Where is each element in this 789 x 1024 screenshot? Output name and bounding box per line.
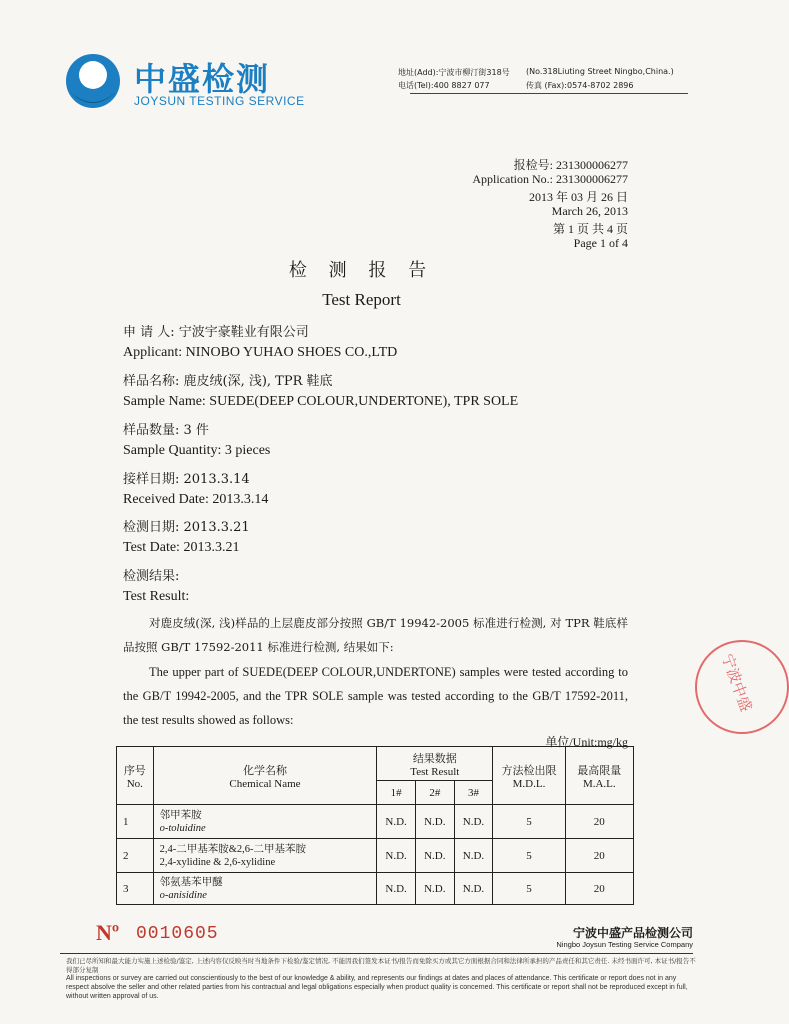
header-no-cn: 序号 [123, 764, 146, 777]
header-mdl-cn: 方法检出限 [501, 764, 557, 777]
application-no: Application No.: 231300006277 [472, 172, 628, 186]
footer-notice-en: All inspections or survey are carried out conscientiously to the best of our knowledge & ability, and represents our findings at dates and places of attendance. This certificate or report does not in any respect absolve the seller and other related parties from his contractual and legal obligations especially when product quality is concerned. This certificate or report shall not be reproduced except in full, without written approval of us. [66, 975, 688, 1000]
test-date-cn: 检测日期: 2013.3.21 [123, 520, 250, 535]
header-no [117, 747, 154, 805]
row-chemical [153, 873, 377, 905]
header-mal [565, 747, 633, 805]
header-sample-3: 3# [454, 781, 493, 805]
test-date-en: Test Date: 2013.3.21 [123, 540, 240, 555]
report-no: 报检号: 231300006277 [513, 158, 628, 172]
row-result-3: N.D. [454, 873, 493, 905]
stamp-text: 宁波中盛 [717, 651, 756, 714]
row-result-1: N.D. [377, 873, 416, 905]
applicant-en: Applicant: NINOBO YUHAO SHOES CO.,LTD [123, 345, 398, 360]
sample-quantity-en: Sample Quantity: 3 pieces [123, 443, 271, 458]
footer-divider [60, 953, 693, 954]
address-cn: 地址(Add):宁波市柳汀街318号 [398, 68, 510, 77]
header-divider [410, 93, 688, 94]
row-chemical-en: o-toluidine [159, 822, 206, 834]
header-mal-cn: 最高限量 [577, 764, 622, 777]
header-test-result [377, 747, 493, 781]
table-row [117, 873, 634, 905]
table-row [117, 805, 634, 839]
table-header-row [117, 747, 634, 781]
row-result-2: N.D. [415, 805, 454, 839]
header-result-cn: 结果数据 [412, 752, 457, 765]
row-chemical-en: o-anisidine [159, 889, 207, 901]
title-en: Test Report [322, 290, 401, 309]
result-paragraph-cn: 对鹿皮绒(深, 浅)样品的上层鹿皮部分按照 GB/T 19942-2005 标准进行检测, 对 TPR 鞋底样品按照 GB/T 17592-2011 标准进行检测, 结果如下: [123, 616, 628, 654]
date-cn: 2013 年 03 月 26 日 [528, 190, 628, 204]
header-sample-1: 1# [377, 781, 416, 805]
header-name-cn: 化学名称 [242, 764, 287, 777]
address-en: (No.318Liuting Street Ningbo,China.) [526, 67, 674, 76]
company-name-cn: 宁波中盛产品检测公司 [572, 926, 693, 940]
row-chemical-cn: 2,4-二甲基苯胺&2,6-二甲基苯胺 [159, 843, 307, 855]
header-mdl-en: M.D.L. [512, 777, 546, 790]
row-result-2: N.D. [415, 873, 454, 905]
sample-quantity-cn: 样品数量: 3 件 [123, 423, 209, 438]
date-en: March 26, 2013 [551, 204, 628, 218]
page-cn: 第 1 页 共 4 页 [552, 222, 628, 236]
row-mdl: 5 [493, 839, 565, 873]
row-mdl: 5 [493, 873, 565, 905]
row-chemical [153, 805, 377, 839]
serial-number: 0010605 [136, 924, 219, 944]
tel: 电话(Tel):400 8827 077 [398, 81, 490, 90]
company-logo-icon [64, 52, 122, 114]
row-result-2: N.D. [415, 839, 454, 873]
header-mal-en: M.A.L. [582, 777, 616, 790]
row-chemical [153, 839, 377, 873]
applicant-cn: 申 请 人: 宁波宇豪鞋业有限公司 [123, 325, 309, 340]
received-date-cn: 接样日期: 2013.3.14 [123, 472, 250, 487]
serial-number-label: Nº [96, 920, 120, 945]
header-mdl [493, 747, 565, 805]
row-mal: 20 [565, 873, 633, 905]
unit-label: 单位/Unit:mg/kg [545, 735, 628, 749]
row-result-3: N.D. [454, 805, 493, 839]
page-en: Page 1 of 4 [573, 236, 628, 250]
row-mal: 20 [565, 839, 633, 873]
row-result-1: N.D. [377, 805, 416, 839]
row-result-1: N.D. [377, 839, 416, 873]
received-date-en: Received Date: 2013.3.14 [123, 492, 269, 507]
sample-name-cn: 样品名称: 鹿皮绒(深, 浅), TPR 鞋底 [123, 374, 333, 389]
row-no: 2 [117, 839, 154, 873]
row-chemical-en: 2,4-xylidine & 2,6-xylidine [159, 856, 276, 868]
row-no: 3 [117, 873, 154, 905]
sample-name-en: Sample Name: SUEDE(DEEP COLOUR,UNDERTONE), TPR SOLE [123, 394, 519, 409]
table-row [117, 839, 634, 873]
fax: 传真 (Fax):0574-8702 2896 [526, 81, 634, 90]
results-table [116, 746, 634, 905]
header-name-en: Chemical Name [229, 777, 301, 790]
row-result-3: N.D. [454, 839, 493, 873]
row-chemical-cn: 邻氨基苯甲醚 [159, 876, 223, 888]
row-mdl: 5 [493, 805, 565, 839]
official-stamp [695, 640, 789, 734]
row-mal: 20 [565, 805, 633, 839]
header-chemical-name [153, 747, 377, 805]
result-paragraph-en: The upper part of SUEDE(DEEP COLOUR,UNDERTONE) samples were tested according to the GB/T 19942-2005, and the TPR SOLE sample was tested according to the GB/T 17592-2011, the test results showed as follows: [123, 665, 628, 727]
header-sample-2: 2# [415, 781, 454, 805]
header-result-en: Test Result [410, 765, 460, 778]
test-result-cn: 检测结果: [123, 569, 180, 584]
brand-name-en: JOYSUN TESTING SERVICE [134, 94, 305, 108]
footer-notice-cn: 我们已尽所知和最大能力实施上述检验/鉴定, 上述内容仅反映当时当地条件下检验/鉴定情况, 不能因我们签发本证书/报告而免除买方或其它方面根据合同和法律所承担的产品责任和其它责任. 未经书面许可, 本证书/报告不得部分复制 [66, 957, 696, 974]
header-no-en: No. [126, 777, 143, 790]
row-chemical-cn: 邻甲苯胺 [159, 809, 202, 821]
company-name-en: Ningbo Joysun Testing Service Company [556, 940, 693, 949]
test-result-en: Test Result: [123, 589, 190, 604]
title-cn: 检 测 报 告 [288, 260, 435, 281]
brand-name-cn: 中盛检测 [134, 60, 271, 98]
row-no: 1 [117, 805, 154, 839]
